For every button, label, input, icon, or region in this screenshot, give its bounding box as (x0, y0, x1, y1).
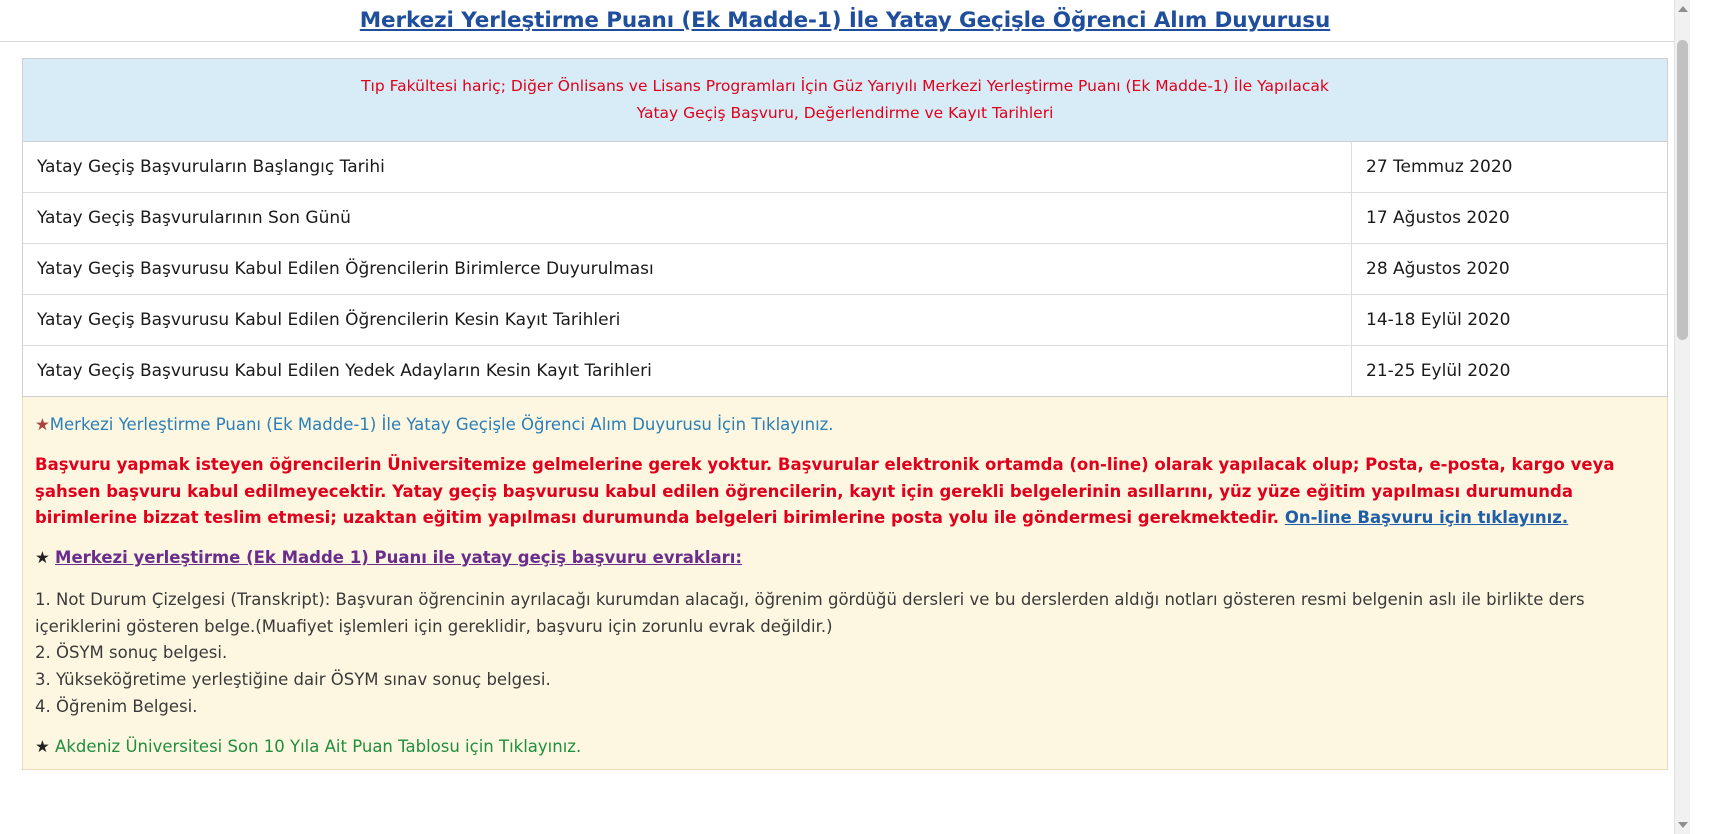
table-row (23, 244, 1667, 295)
row-value: 27 Temmuz 2020 (1352, 142, 1668, 193)
list-item: 3. Yükseköğretime yerleştiğine dair ÖSYM sınav sonuç belgesi. (35, 670, 551, 690)
row-value: 17 Ağustos 2020 (1352, 193, 1668, 244)
page-title-link[interactable]: Merkezi Yerleştirme Puanı (Ek Madde-1) İle Yatay Geçişle Öğrenci Alım Duyurusu (359, 8, 1331, 33)
scroll-up-arrow-icon[interactable] (1678, 6, 1688, 12)
row-value: 28 Ağustos 2020 (1352, 244, 1668, 295)
schedule-banner (23, 59, 1667, 142)
star-icon: ★ (35, 548, 50, 568)
score-table-line (35, 735, 1655, 760)
table-row (23, 142, 1667, 193)
row-value: 14-18 Eylül 2020 (1352, 295, 1668, 346)
announcement-note (35, 413, 1655, 438)
row-label: Yatay Geçiş Başvurusu Kabul Edilen Yedek Adayların Kesin Kayıt Tarihleri (23, 346, 1352, 397)
row-label: Yatay Geçiş Başvurusu Kabul Edilen Öğrencilerin Birimlerce Duyurulması (23, 244, 1352, 295)
schedule-table (23, 142, 1667, 396)
documents-heading-line (35, 546, 1655, 571)
star-icon: ★ (35, 736, 50, 756)
announcement-link[interactable]: Merkezi Yerleştirme Puanı (Ek Madde-1) İle Yatay Geçişle Öğrenci Alım Duyurusu İçin Tıklayınız. (49, 415, 834, 435)
score-table-link[interactable]: Akdeniz Üniversitesi Son 10 Yıla Ait Puan Tablosu için Tıklayınız. (55, 736, 582, 756)
banner-line-2: Yatay Geçiş Başvuru, Değerlendirme ve Kayıt Tarihleri (636, 104, 1054, 123)
table-row (23, 193, 1667, 244)
banner-line-1: Tıp Fakültesi hariç; Diğer Önlisans ve Lisans Programları İçin Güz Yarıyılı Merkezi Yerleştirme Puanı (Ek Madde-1) İle Yapılacak (361, 77, 1329, 95)
online-application-link[interactable]: On-line Başvuru için tıklayınız. (1284, 508, 1569, 528)
vertical-scrollbar[interactable] (1674, 0, 1690, 834)
row-value: 21-25 Eylül 2020 (1352, 346, 1668, 397)
notes-panel (22, 397, 1668, 770)
row-label: Yatay Geçiş Başvurusu Kabul Edilen Öğrencilerin Kesin Kayıt Tarihleri (23, 295, 1352, 346)
red-notice-paragraph (35, 452, 1655, 532)
row-label: Yatay Geçiş Başvuruların Başlangıç Tarihi (37, 157, 385, 178)
schedule-table-container (22, 58, 1668, 397)
red-notice-text: Başvuru yapmak isteyen öğrencilerin Üniversitemize gelmelerine gerek yoktur. Başvurular elektronik ortamda (on-line) olarak yapılacak olup; Posta, e-posta, kargo veya şahsen başvuru kabul edilmeyecektir. Yatay geçiş başvurusu kabul edilen öğrencilerin, kayıt için gerekli belgelerinin asıllarını, yüz yüze eğitim yapılması durumunda birimlerine bizzat teslim etmesi; uzaktan eğitim yapılması durumunda belgeleri birimlerine posta yolu ile göndermesi gerekmektedir. (35, 455, 1615, 528)
list-item: 2. ÖSYM sonuç belgesi. (35, 643, 228, 663)
documents-list (35, 587, 1655, 721)
table-row (23, 295, 1667, 346)
scrollbar-thumb[interactable] (1677, 40, 1688, 340)
documents-heading-link[interactable]: Merkezi yerleştirme (Ek Madde 1) Puanı ile yatay geçiş başvuru evrakları: (55, 548, 743, 568)
scroll-down-arrow-icon[interactable] (1678, 822, 1688, 828)
main-content (0, 42, 1690, 770)
table-row (23, 346, 1667, 397)
star-icon: ★ (35, 415, 50, 435)
page-header (0, 0, 1690, 42)
row-label: Yatay Geçiş Başvurularının Son Günü (23, 193, 1352, 244)
list-item: 1. Not Durum Çizelgesi (Transkript): Başvuran öğrencinin ayrılacağı kurumdan alacağı, öğrenim gördüğü dersleri ve bu derslerden aldığı notları gösteren resmi belgenin aslı ile birlikte ders içeriklerini gösteren belge.(Muafiyet işlemleri için gereklidir, başvuru için zorunlu evrak değildir.) (35, 589, 1585, 636)
list-item: 4. Öğrenim Belgesi. (35, 696, 198, 716)
